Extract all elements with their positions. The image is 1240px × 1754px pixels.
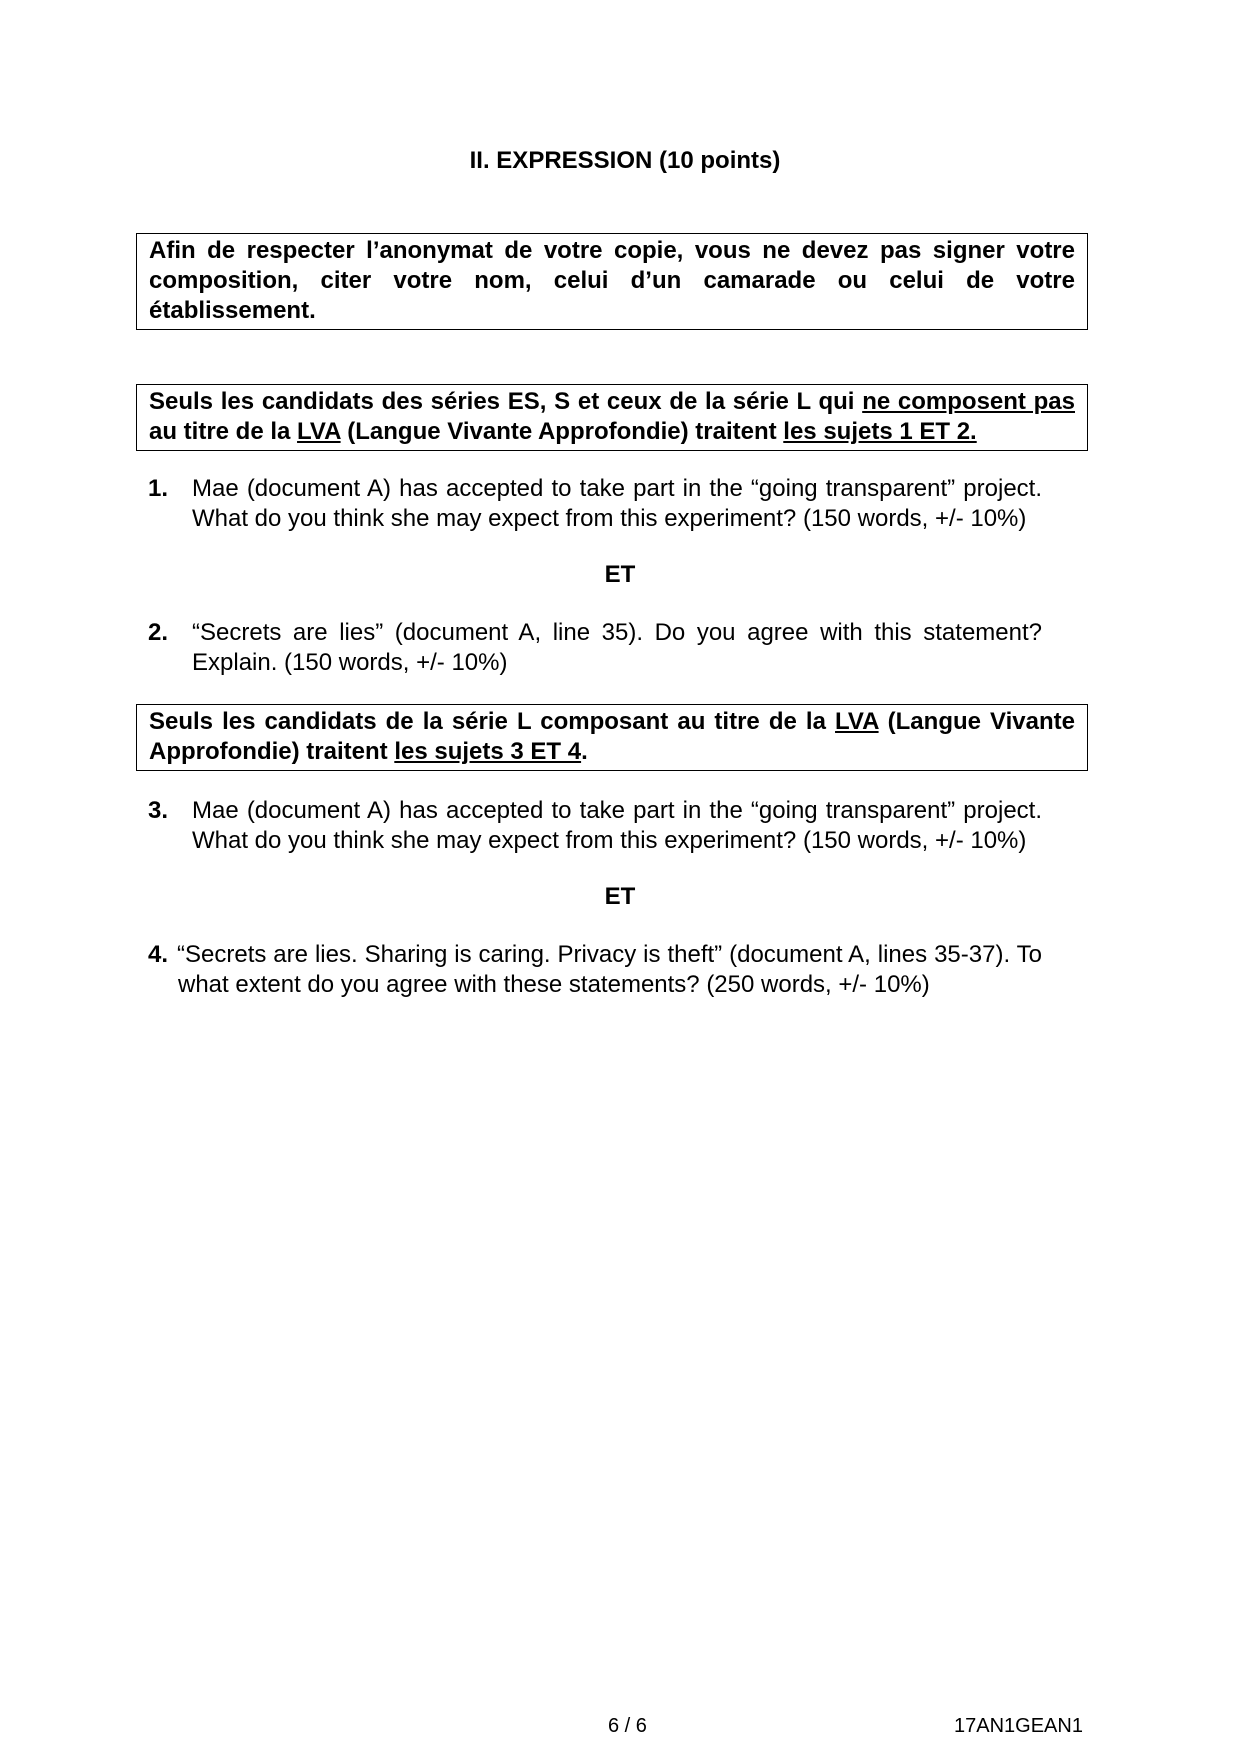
- instruction-34-text-2: (Langue Vivante Approfondie) traitent: [149, 708, 1075, 765]
- instruction-12-text-2: au titre de la: [149, 418, 298, 445]
- instruction-subjects-3-4: [136, 704, 1088, 771]
- instruction-subjects-1-2: [136, 384, 1088, 451]
- question-number: 3.: [148, 797, 169, 824]
- instruction-12-underline-2: LVA: [297, 418, 341, 445]
- question-1: [148, 474, 1088, 534]
- question-text: Mae (document A) has accepted to take part in the “going transparent” project. What do you think she may expect from this experiment? (150 words, +/- 10%): [192, 475, 1042, 532]
- question-text: “Secrets are lies. Sharing is caring. Privacy is theft” (document A, lines 35-37). To what extent do you agree with these statements? (250 words, +/- 10%): [177, 941, 1042, 998]
- question-2: [148, 618, 1088, 678]
- document-code: 17AN1GEAN1: [954, 1715, 1083, 1737]
- separator-et: ET: [604, 883, 636, 910]
- instruction-34-underline-1: LVA: [835, 708, 879, 735]
- question-number: 4.: [148, 941, 169, 968]
- page-number: 6 / 6: [608, 1715, 647, 1737]
- question-number: 1.: [148, 475, 169, 502]
- separator-et: ET: [604, 561, 636, 588]
- anonymity-notice-text: Afin de respecter l’anonymat de votre copie, vous ne devez pas signer votre composition, citer votre nom, celui d’un camarade ou celui de votre établissement.: [149, 237, 1075, 324]
- section-title: II. EXPRESSION (10 points): [469, 147, 781, 174]
- instruction-12-underline-3: les sujets 1 ET 2.: [783, 418, 977, 445]
- anonymity-notice: [136, 233, 1088, 330]
- instruction-12-text-3: (Langue Vivante Approfondie) traitent: [340, 418, 784, 445]
- question-3: [148, 796, 1088, 856]
- instruction-12-text-1: Seuls les candidats des séries ES, S et ceux de la série L qui: [149, 388, 863, 415]
- instruction-34-text-1: Seuls les candidats de la série L composant au titre de la: [149, 708, 836, 735]
- question-text: Mae (document A) has accepted to take part in the “going transparent” project. What do you think she may expect from this experiment? (150 words, +/- 10%): [192, 797, 1042, 854]
- instruction-12-underline-1: ne composent pas: [862, 388, 1075, 415]
- question-number: 2.: [148, 619, 169, 646]
- question-4: [148, 940, 1088, 1000]
- instruction-34-underline-2: les sujets 3 ET 4: [394, 738, 582, 765]
- instruction-34-text-3: .: [581, 738, 588, 765]
- question-text: “Secrets are lies” (document A, line 35). Do you agree with this statement? Explain. (150 words, +/- 10%): [192, 619, 1042, 676]
